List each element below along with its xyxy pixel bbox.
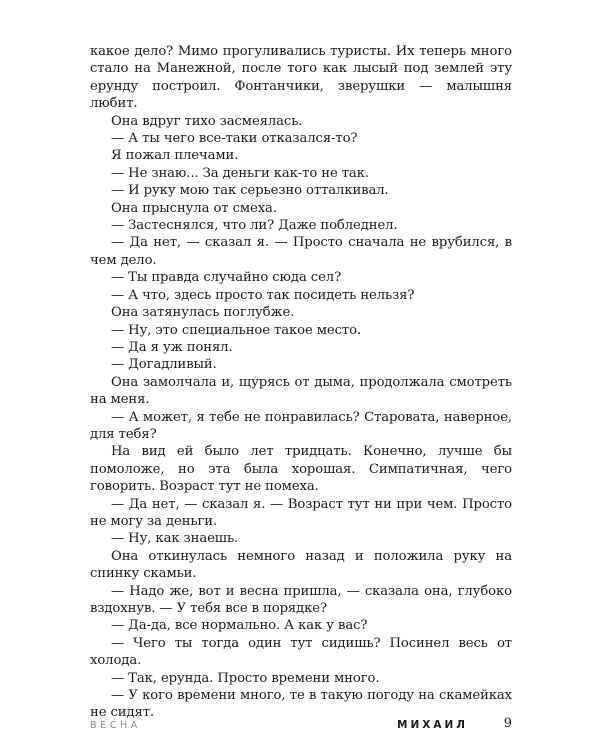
paragraph: — А что, здесь просто так посидеть нельзя?: [111, 287, 415, 303]
paragraph: — Догадливый.: [111, 357, 217, 373]
paragraph: — Ну, это специальное такое место.: [111, 322, 362, 338]
paragraph: Она откинулась немного назад и положила руку на спинку скамьи.: [90, 548, 512, 582]
paragraph: — Так, ерунда. Просто времени много.: [111, 670, 380, 686]
paragraph: Она вдруг тихо засмеялась.: [111, 113, 303, 129]
paragraph: На вид ей было лет тридцать. Конечно, лучше бы помоложе, но эта была хорошая. Симпатичная, чего говорить. Возраст тут не помеха.: [90, 444, 512, 495]
paragraph: Она прыснула от смеха.: [111, 200, 277, 216]
paragraph: — Ты правда случайно сюда сел?: [111, 270, 342, 286]
running-chapter-title: МИХАИЛ: [397, 719, 468, 731]
paragraph: — Надо же, вот и весна пришла, — сказала она, глубоко вздохнув. — У тебя все в порядке?: [90, 583, 512, 616]
paragraph: — Да-да, все нормально. А как у вас?: [111, 618, 368, 634]
paragraph: Я пожал плечами.: [111, 148, 239, 164]
paragraph: Она затянулась поглубже.: [111, 305, 295, 321]
running-section-title: ВЕСНА: [90, 720, 141, 731]
body-text: [90, 43, 512, 722]
paragraph: — Да нет, — сказал я. — Возраст тут ни при чем. Просто не могу за деньги.: [90, 496, 512, 529]
paragraph: Она замолчала и, щурясь от дыма, продолжала смотреть на меня.: [90, 374, 512, 408]
page-footer: [90, 716, 512, 734]
paragraph: — Да я уж понял.: [111, 339, 233, 355]
paragraph: — А может, я тебе не понравилась? Староватa, наверное, для тебя?: [90, 409, 512, 442]
paragraph: — Да нет, — сказал я. — Просто сначала не врубился, в чем дело.: [90, 235, 512, 268]
paragraph: — У кого времени много, те в такую погоду на скамейках не сидят.: [90, 688, 512, 721]
paragraph: — Застеснялся, что ли? Даже побледнел.: [111, 218, 398, 234]
paragraph: — Не знаю... За деньги как-то не так.: [111, 165, 369, 181]
paragraph: — Чего ты тогда один тут сидишь? Посинел весь от холода.: [90, 635, 512, 669]
page-number: 9: [503, 716, 512, 731]
paragraph: — Ну, как знаешь.: [111, 531, 239, 547]
paragraph: — И руку мою так серьезно отталкивал.: [111, 183, 389, 199]
paragraph: какое дело? Мимо прогуливались туристы. Их теперь много стало на Манежной, после того как лысый под землей эту ерунду построил. Фонтанчики, зверушки — малышня любит.: [90, 44, 512, 112]
paragraph: — А ты чего все-таки отказался-то?: [111, 131, 358, 147]
